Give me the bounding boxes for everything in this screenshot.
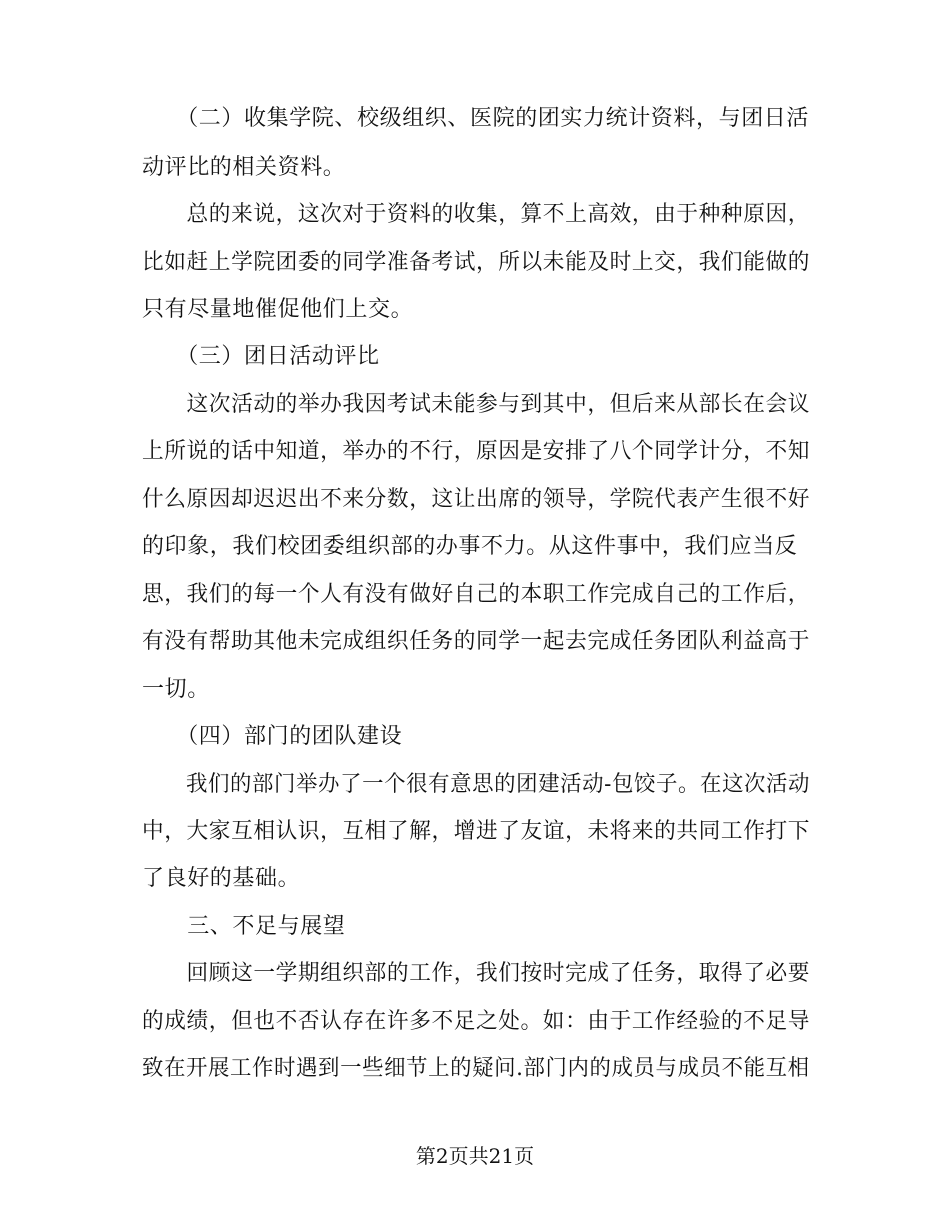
paragraph-line: 我们的部门举办了一个很有意思的团建活动-包饺子。在这次活动 [142, 772, 811, 797]
paragraph-line: 致在开展工作时遇到一些细节上的疑问.部门内的成员与成员不能互相 [142, 1056, 810, 1081]
page-number-footer: 第2页共21页 [415, 1144, 535, 1168]
section-heading: （四）部门的团队建设 [142, 724, 403, 749]
section-heading: 三、不足与展望 [142, 914, 346, 939]
paragraph-line: 比如赶上学院团委的同学准备考试，所以未能及时上交，我们能做的 [142, 250, 811, 275]
paragraph-line: 思，我们的每一个人有没有做好自己的本职工作完成自己的工作后， [142, 582, 811, 607]
paragraph-line: （二）收集学院、校级组织、医院的团实力统计资料，与团日活 [142, 106, 810, 131]
paragraph-line: 回顾这一学期组织部的工作，我们按时完成了任务，取得了必要 [142, 961, 811, 986]
paragraph-line: 只有尽量地催促他们上交。 [142, 297, 414, 322]
paragraph-line: 的印象，我们校团委组织部的办事不力。从这件事中，我们应当反 [142, 534, 798, 559]
paragraph-line: 动评比的相关资料。 [142, 155, 346, 180]
section-heading: （三）团日活动评比 [142, 344, 380, 369]
paragraph-line: 一切。 [142, 677, 210, 702]
paragraph-line: 上所说的话中知道，举办的不行，原因是安排了八个同学计分，不知 [142, 439, 811, 464]
paragraph-line: 这次活动的举办我因考试未能参与到其中，但后来从部长在会议 [142, 392, 811, 417]
paragraph-line: 中，大家互相认识，互相了解，增进了友谊，未将来的共同工作打下 [142, 819, 811, 844]
paragraph-line: 总的来说，这次对于资料的收集，算不上高效，由于种种原因， [142, 202, 811, 227]
paragraph-line: 了良好的基础。 [142, 866, 301, 891]
paragraph-line: 有没有帮助其他未完成组织任务的同学一起去完成任务团队利益高于 [142, 629, 811, 654]
paragraph-line: 的成绩，但也不否认存在许多不足之处。如：由于工作经验的不足导 [142, 1009, 811, 1034]
paragraph-line: 什么原因却迟迟出不来分数，这让出席的领导，学院代表产生很不好 [142, 487, 811, 512]
